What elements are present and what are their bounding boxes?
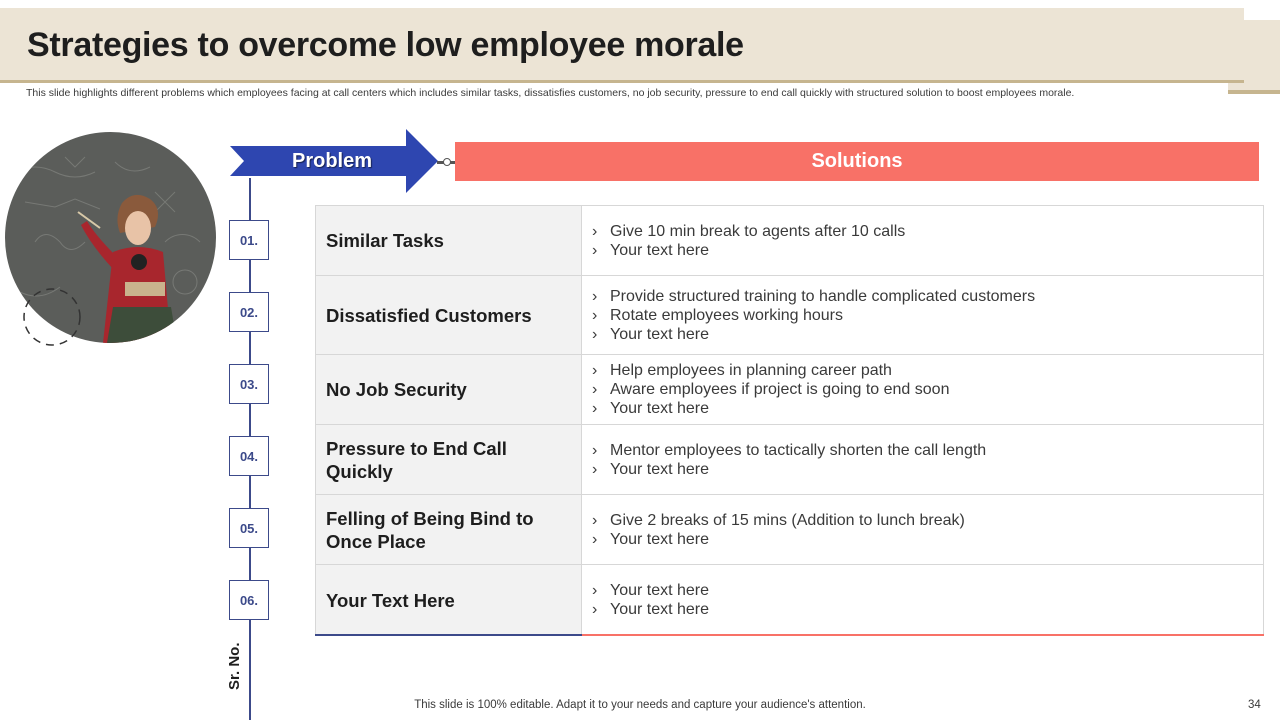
solution-item: › Mentor employees to tactically shorten the call length <box>592 441 1253 460</box>
solutions-cell <box>582 425 1263 494</box>
title-decoration-shadow <box>1228 90 1280 94</box>
header-connector-dot <box>443 158 451 166</box>
problem-header: Problem <box>291 150 373 172</box>
table-row <box>316 425 1263 495</box>
solution-item: › Your text here <box>592 460 1253 479</box>
solution-item: › Provide structured training to handle complicated customers <box>592 287 1253 306</box>
solutions-cell <box>582 206 1263 275</box>
solution-item: › Give 10 min break to agents after 10 calls <box>592 222 1253 241</box>
serial-number-4: 04. <box>229 436 269 476</box>
solution-item: › Rotate employees working hours <box>592 306 1253 325</box>
solution-item: › Your text here <box>592 241 1253 260</box>
solution-item: › Help employees in planning career path <box>592 361 1253 380</box>
table-bottom-accent-blue <box>315 634 582 636</box>
table-row <box>316 565 1263 635</box>
table-row <box>316 355 1263 425</box>
solutions-cell <box>582 565 1263 635</box>
footer-note: This slide is 100% editable. Adapt it to your needs and capture your audience's attention. <box>414 699 866 711</box>
solutions-header: Solutions <box>455 142 1259 181</box>
serial-number-3: 03. <box>229 364 269 404</box>
table-row <box>316 495 1263 565</box>
serial-number-label: Sr. No. <box>226 642 243 690</box>
solution-item: › Your text here <box>592 581 1253 600</box>
solution-item: › Give 2 breaks of 15 mins (Addition to lunch break) <box>592 511 1253 530</box>
decorative-dashed-arc <box>22 287 82 347</box>
problem-cell: Your Text Here <box>316 565 582 635</box>
serial-number-5: 05. <box>229 508 269 548</box>
problem-cell: Dissatisfied Customers <box>316 276 582 354</box>
page-title: Strategies to overcome low employee morale <box>27 26 744 64</box>
problem-cell: Pressure to End Call Quickly <box>316 425 582 494</box>
table-row <box>316 206 1263 276</box>
solution-item: › Your text here <box>592 600 1253 619</box>
table-row <box>316 276 1263 355</box>
strategy-table <box>315 205 1264 636</box>
solution-item: › Your text here <box>592 325 1253 344</box>
problem-cell: Felling of Being Bind to Once Place <box>316 495 582 564</box>
solutions-cell <box>582 495 1263 564</box>
table-bottom-accent-red <box>582 634 1264 636</box>
problem-cell: Similar Tasks <box>316 206 582 275</box>
solutions-cell <box>582 355 1263 424</box>
serial-number-2: 02. <box>229 292 269 332</box>
serial-number-6: 06. <box>229 580 269 620</box>
serial-number-1: 01. <box>229 220 269 260</box>
slide-description: This slide highlights different problems which employees facing at call centers which includes similar tasks, dissatisfies customers, no job security, pressure to end call quickly with structured solution to boost employees morale. <box>26 87 1075 99</box>
solution-item: › Your text here <box>592 399 1253 418</box>
page-number: 34 <box>1248 699 1261 711</box>
solution-item: › Your text here <box>592 530 1253 549</box>
solution-item: › Aware employees if project is going to end soon <box>592 380 1253 399</box>
problem-cell: No Job Security <box>316 355 582 424</box>
solutions-cell <box>582 276 1263 354</box>
